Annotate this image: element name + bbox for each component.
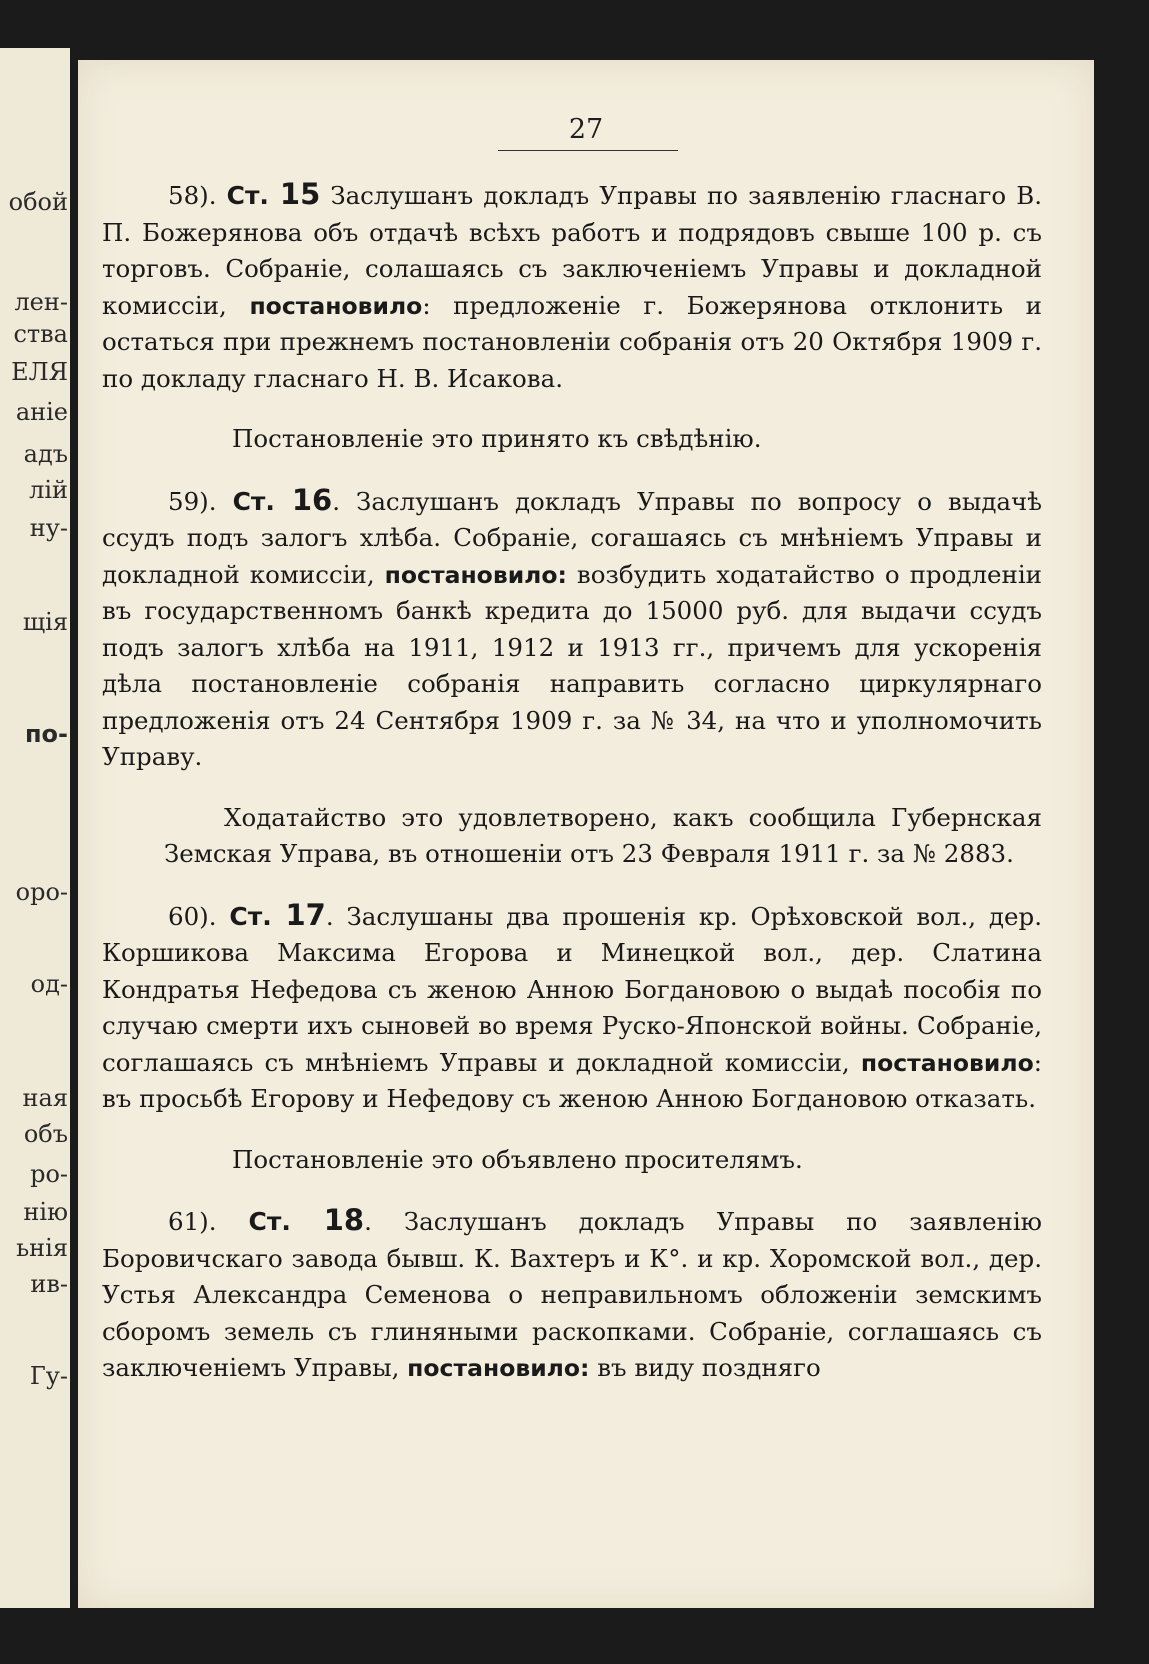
page-content [102, 176, 1042, 1387]
item-text-cont: въ виду поздняго [589, 1353, 821, 1382]
article-ref: Ст. 16 [232, 482, 333, 517]
item-number: 59). [168, 486, 217, 516]
margin-fragment: лій [29, 476, 68, 504]
margin-fragment: ив- [30, 1270, 68, 1298]
note-59: Ходатайство это удовлетворено, какъ сообщила Губернская Земская Управа, въ отношеніи отъ 23 Февраля 1911 г. за № 2883. [164, 802, 1042, 868]
margin-fragment: од- [30, 970, 68, 998]
item-text: . Заслушанъ докладъ Управы по заявленію Боровичскаго завода бывш. К. Вахтеръ и К°. и кр. Хоромской вол., дер. Устья Александра Семенова о неправильномъ обложеніи земскимъ сборомъ земель съ глиняными раскопками. Собраніе, соглашаясь съ заключеніемъ Управы, [102, 1207, 1042, 1382]
item-58 [102, 176, 1042, 397]
item-text-cont: : предложеніе г. Божерянова отклонить и остаться при прежнемъ постановленіи собранія отъ 20 Октября 1909 г. по докладу гласнаго Н. В. Исакова. [102, 290, 1042, 393]
item-text: Заслушанъ докладъ Управы по заявленію гласнаго В. П. Божерянова объ отдачѣ всѣхъ работъ и подрядовъ свыше 100 р. съ торговъ. Собраніе, солашаясь съ заключеніемъ Управы и докладной комиссіи, [102, 181, 1042, 320]
item-text: . Заслушаны два прошенія кр. Орѣховской вол., дер. Коршикова Максима Егорова и Минецкой вол., дер. Слатина Кондратья Нефедова съ женою Анною Богдановою о выдаѣ пособія по случаю смерти ихъ сыновей во время Руско-Японской войны. Собраніе, соглашаясь съ мнѣніемъ Управы и докладной комиссіи, [102, 901, 1042, 1077]
resolution-keyword: постановило: [384, 560, 567, 589]
page-number-rule [498, 150, 678, 151]
resolution-keyword: постановило [249, 291, 423, 320]
margin-fragment: аніе [15, 398, 68, 426]
resolution-keyword: постановило [860, 1048, 1034, 1077]
margin-fragment: Гу- [29, 1362, 68, 1390]
document-page [78, 60, 1094, 1608]
margin-fragment: лен- [14, 288, 68, 316]
item-number: 61). [168, 1207, 217, 1236]
margin-fragment: нію [23, 1198, 68, 1226]
margin-fragment: обой [8, 188, 68, 216]
item-text: . Заслушанъ докладъ Управы по вопросу о выдачѣ ссудъ подъ залогъ хлѣба. Собраніе, согашаясь съ мнѣніемъ Управы и докладной комиссіи, [102, 486, 1042, 589]
article-ref: Ст. 18 [248, 1203, 365, 1237]
page-number: 27 [568, 114, 604, 145]
margin-fragment: ства [13, 320, 68, 348]
margin-fragment: оро- [15, 878, 68, 906]
margin-fragment: по- [24, 720, 68, 748]
margin-fragment: ная [22, 1084, 68, 1112]
item-text-cont: возбудить ходатайство о продленіи въ государственномъ банкѣ кредита до 15000 руб. для выдачи ссудъ подъ залогъ хлѣба на 1911, 1912 и 1913 гг., причемъ для ускоренія дѣла постановленіе собранія направить согласно циркулярнаго предложенія отъ 24 Сентября 1909 г. за № 34, на что и уполномочить Управу. [102, 559, 1042, 771]
margin-fragment: ро- [30, 1160, 68, 1188]
item-number: 58). [168, 181, 217, 210]
adjacent-page-sliver [0, 48, 70, 1608]
margin-fragment: щія [22, 608, 68, 636]
note-60: Постановленіе это объявлено просителямъ. [232, 1144, 803, 1174]
article-ref: Ст. 15 [226, 177, 321, 211]
note-58: Постановленіе это принято къ свѣдѣнію. [232, 424, 762, 453]
margin-fragment: адъ [23, 440, 68, 468]
item-text-cont: : въ просьбѣ Егорову и Нефедову съ женою Анною Богдановою отказать. [102, 1047, 1042, 1113]
margin-fragment: ЕЛЯ [11, 358, 68, 386]
item-61 [102, 1202, 1042, 1387]
item-59 [102, 482, 1042, 776]
margin-fragment: ьнія [16, 1234, 68, 1262]
resolution-keyword: постановило: [407, 1354, 590, 1382]
margin-fragment: объ [23, 1120, 68, 1148]
item-60 [102, 897, 1042, 1118]
margin-fragment: ну- [29, 514, 68, 542]
article-ref: Ст. 17 [229, 897, 326, 932]
item-number: 60). [168, 901, 217, 931]
